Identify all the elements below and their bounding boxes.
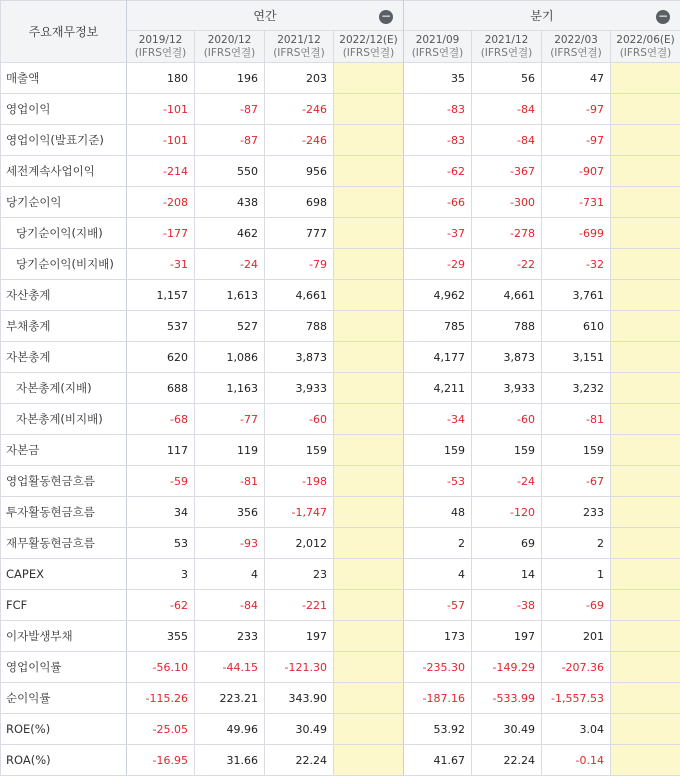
row-label: 영업이익 — [1, 94, 127, 125]
estimate-cell — [611, 497, 680, 528]
estimate-cell — [334, 63, 404, 94]
estimate-cell — [334, 125, 404, 156]
value-cell: 197 — [265, 621, 334, 652]
period-basis: (IFRS연결) — [195, 47, 264, 60]
table-row — [1, 559, 680, 590]
estimate-cell — [611, 683, 680, 714]
value-cell: -246 — [265, 94, 334, 125]
table-row — [1, 621, 680, 652]
estimate-cell — [611, 63, 680, 94]
value-cell: 537 — [127, 311, 195, 342]
value-cell: 1,157 — [127, 280, 195, 311]
estimate-cell — [611, 466, 680, 497]
table-row — [1, 249, 680, 280]
value-cell: 31.66 — [195, 745, 265, 776]
value-cell: 180 — [127, 63, 195, 94]
estimate-cell — [611, 714, 680, 745]
value-cell: 2 — [404, 528, 472, 559]
table-row — [1, 404, 680, 435]
table-row — [1, 714, 680, 745]
period-date: 2022/03 — [542, 34, 610, 47]
estimate-cell — [334, 435, 404, 466]
row-label: ROE(%) — [1, 714, 127, 745]
estimate-cell — [334, 714, 404, 745]
value-cell: 159 — [542, 435, 611, 466]
estimate-cell — [611, 373, 680, 404]
estimate-cell — [611, 590, 680, 621]
row-label: 재무활동현금흐름 — [1, 528, 127, 559]
value-cell: 2,012 — [265, 528, 334, 559]
value-cell: -208 — [127, 187, 195, 218]
row-label: 세전계속사업이익 — [1, 156, 127, 187]
estimate-cell — [611, 621, 680, 652]
period-header — [404, 31, 472, 63]
row-label: 자본총계 — [1, 342, 127, 373]
value-cell: -84 — [472, 94, 542, 125]
estimate-cell — [611, 311, 680, 342]
value-cell: -32 — [542, 249, 611, 280]
value-cell: -53 — [404, 466, 472, 497]
period-header — [611, 31, 680, 63]
quarter-label: 분기 — [530, 9, 553, 23]
estimate-cell — [334, 342, 404, 373]
row-label: 당기순이익(지배) — [1, 218, 127, 249]
value-cell: 4,211 — [404, 373, 472, 404]
table-row — [1, 683, 680, 714]
value-cell: -121.30 — [265, 652, 334, 683]
value-cell: -81 — [542, 404, 611, 435]
estimate-cell — [611, 94, 680, 125]
estimate-cell — [611, 249, 680, 280]
table-row — [1, 63, 680, 94]
value-cell: 159 — [265, 435, 334, 466]
value-cell: -300 — [472, 187, 542, 218]
row-label: 투자활동현금흐름 — [1, 497, 127, 528]
value-cell: 1,163 — [195, 373, 265, 404]
estimate-cell — [611, 187, 680, 218]
row-label: 부채총계 — [1, 311, 127, 342]
value-cell: 343.90 — [265, 683, 334, 714]
value-cell: -214 — [127, 156, 195, 187]
row-label: 당기순이익 — [1, 187, 127, 218]
estimate-cell — [334, 311, 404, 342]
estimate-cell — [611, 156, 680, 187]
value-cell: -87 — [195, 125, 265, 156]
estimate-cell — [611, 404, 680, 435]
value-cell: -97 — [542, 94, 611, 125]
value-cell: -907 — [542, 156, 611, 187]
period-basis: (IFRS연결) — [611, 47, 680, 60]
period-date: 2019/12 — [127, 34, 194, 47]
value-cell: 4 — [404, 559, 472, 590]
value-cell: -66 — [404, 187, 472, 218]
estimate-cell — [334, 559, 404, 590]
value-cell: 41.67 — [404, 745, 472, 776]
value-cell: -97 — [542, 125, 611, 156]
table-row — [1, 311, 680, 342]
value-cell: -207.36 — [542, 652, 611, 683]
value-cell: 2 — [542, 528, 611, 559]
estimate-cell — [334, 249, 404, 280]
collapse-annual-icon[interactable]: − — [379, 10, 393, 24]
value-cell: -62 — [404, 156, 472, 187]
value-cell: -367 — [472, 156, 542, 187]
value-cell: 3,933 — [265, 373, 334, 404]
value-cell: -60 — [265, 404, 334, 435]
table-row — [1, 652, 680, 683]
row-label: 자본총계(비지배) — [1, 404, 127, 435]
value-cell: 53.92 — [404, 714, 472, 745]
value-cell: -16.95 — [127, 745, 195, 776]
estimate-cell — [334, 187, 404, 218]
value-cell: 3 — [127, 559, 195, 590]
value-cell: 356 — [195, 497, 265, 528]
value-cell: 620 — [127, 342, 195, 373]
row-label: 순이익률 — [1, 683, 127, 714]
value-cell: 788 — [472, 311, 542, 342]
value-cell: -81 — [195, 466, 265, 497]
table-row — [1, 528, 680, 559]
table-row — [1, 280, 680, 311]
value-cell: 462 — [195, 218, 265, 249]
value-cell: 30.49 — [472, 714, 542, 745]
value-cell: -79 — [265, 249, 334, 280]
estimate-cell — [334, 156, 404, 187]
value-cell: -101 — [127, 94, 195, 125]
value-cell: -533.99 — [472, 683, 542, 714]
value-cell: 47 — [542, 63, 611, 94]
row-label: 영업활동현금흐름 — [1, 466, 127, 497]
value-cell: -84 — [195, 590, 265, 621]
value-cell: 159 — [472, 435, 542, 466]
row-label: 자산총계 — [1, 280, 127, 311]
value-cell: -37 — [404, 218, 472, 249]
value-cell: -84 — [472, 125, 542, 156]
row-label: ROA(%) — [1, 745, 127, 776]
value-cell: 4,661 — [472, 280, 542, 311]
table-row — [1, 125, 680, 156]
value-cell: 4 — [195, 559, 265, 590]
value-cell: -1,557.53 — [542, 683, 611, 714]
period-basis: (IFRS연결) — [265, 47, 333, 60]
value-cell: 788 — [265, 311, 334, 342]
value-cell: 3,873 — [472, 342, 542, 373]
estimate-cell — [611, 342, 680, 373]
row-label: 자본총계(지배) — [1, 373, 127, 404]
period-header — [542, 31, 611, 63]
row-label: 자본금 — [1, 435, 127, 466]
annual-label: 연간 — [253, 9, 276, 23]
estimate-cell — [334, 404, 404, 435]
value-cell: 53 — [127, 528, 195, 559]
value-cell: 3,151 — [542, 342, 611, 373]
value-cell: -101 — [127, 125, 195, 156]
value-cell: -29 — [404, 249, 472, 280]
value-cell: -699 — [542, 218, 611, 249]
value-cell: 173 — [404, 621, 472, 652]
value-cell: -59 — [127, 466, 195, 497]
value-cell: 3,933 — [472, 373, 542, 404]
estimate-cell — [334, 528, 404, 559]
value-cell: 49.96 — [195, 714, 265, 745]
value-cell: -83 — [404, 94, 472, 125]
value-cell: 201 — [542, 621, 611, 652]
table-row — [1, 466, 680, 497]
value-cell: 550 — [195, 156, 265, 187]
value-cell: 698 — [265, 187, 334, 218]
value-cell: -44.15 — [195, 652, 265, 683]
value-cell: 30.49 — [265, 714, 334, 745]
table-row — [1, 590, 680, 621]
value-cell: 785 — [404, 311, 472, 342]
value-cell: 22.24 — [472, 745, 542, 776]
value-cell: -38 — [472, 590, 542, 621]
value-cell: 233 — [195, 621, 265, 652]
value-cell: 203 — [265, 63, 334, 94]
row-label: 영업이익(발표기준) — [1, 125, 127, 156]
value-cell: -22 — [472, 249, 542, 280]
value-cell: -198 — [265, 466, 334, 497]
row-label: 영업이익률 — [1, 652, 127, 683]
period-date: 2022/12(E) — [334, 34, 403, 47]
row-label: CAPEX — [1, 559, 127, 590]
value-cell: 355 — [127, 621, 195, 652]
value-cell: -24 — [472, 466, 542, 497]
value-cell: 233 — [542, 497, 611, 528]
value-cell: -83 — [404, 125, 472, 156]
value-cell: -67 — [542, 466, 611, 497]
period-header — [334, 31, 404, 63]
value-cell: 23 — [265, 559, 334, 590]
period-header — [265, 31, 334, 63]
value-cell: 34 — [127, 497, 195, 528]
period-header — [472, 31, 542, 63]
estimate-cell — [334, 497, 404, 528]
value-cell: 35 — [404, 63, 472, 94]
collapse-quarter-icon[interactable]: − — [656, 10, 670, 24]
value-cell: -0.14 — [542, 745, 611, 776]
value-cell: 3,873 — [265, 342, 334, 373]
estimate-cell — [334, 466, 404, 497]
period-basis: (IFRS연결) — [542, 47, 610, 60]
period-date: 2021/09 — [404, 34, 471, 47]
value-cell: 159 — [404, 435, 472, 466]
period-date: 2022/06(E) — [611, 34, 680, 47]
estimate-cell — [611, 559, 680, 590]
estimate-cell — [334, 218, 404, 249]
estimate-cell — [611, 218, 680, 249]
estimate-cell — [334, 280, 404, 311]
value-cell: -221 — [265, 590, 334, 621]
period-date: 2021/12 — [472, 34, 541, 47]
period-header — [195, 31, 265, 63]
value-cell: 197 — [472, 621, 542, 652]
value-cell: -149.29 — [472, 652, 542, 683]
value-cell: 56 — [472, 63, 542, 94]
value-cell: -731 — [542, 187, 611, 218]
period-date: 2021/12 — [265, 34, 333, 47]
value-cell: -278 — [472, 218, 542, 249]
period-basis: (IFRS연결) — [472, 47, 541, 60]
period-header — [127, 31, 195, 63]
value-cell: 1 — [542, 559, 611, 590]
table-row — [1, 187, 680, 218]
value-cell: 527 — [195, 311, 265, 342]
estimate-cell — [334, 652, 404, 683]
value-cell: -77 — [195, 404, 265, 435]
value-cell: -56.10 — [127, 652, 195, 683]
table-row — [1, 94, 680, 125]
value-cell: -87 — [195, 94, 265, 125]
value-cell: 956 — [265, 156, 334, 187]
table-row — [1, 156, 680, 187]
value-cell: 3,761 — [542, 280, 611, 311]
period-basis: (IFRS연결) — [127, 47, 194, 60]
value-cell: -69 — [542, 590, 611, 621]
row-label: 이자발생부채 — [1, 621, 127, 652]
value-cell: -187.16 — [404, 683, 472, 714]
quarter-header — [404, 1, 680, 31]
value-cell: 1,086 — [195, 342, 265, 373]
value-cell: 119 — [195, 435, 265, 466]
value-cell: 3,232 — [542, 373, 611, 404]
value-cell: 3.04 — [542, 714, 611, 745]
value-cell: 4,962 — [404, 280, 472, 311]
estimate-cell — [611, 280, 680, 311]
estimate-cell — [611, 652, 680, 683]
estimate-cell — [334, 590, 404, 621]
value-cell: 610 — [542, 311, 611, 342]
value-cell: -25.05 — [127, 714, 195, 745]
estimate-cell — [334, 373, 404, 404]
value-cell: -235.30 — [404, 652, 472, 683]
value-cell: -120 — [472, 497, 542, 528]
value-cell: -115.26 — [127, 683, 195, 714]
period-basis: (IFRS연결) — [404, 47, 471, 60]
value-cell: -31 — [127, 249, 195, 280]
value-cell: -1,747 — [265, 497, 334, 528]
table-row — [1, 435, 680, 466]
period-basis: (IFRS연결) — [334, 47, 403, 60]
value-cell: 196 — [195, 63, 265, 94]
value-cell: -24 — [195, 249, 265, 280]
value-cell: -68 — [127, 404, 195, 435]
annual-header — [127, 1, 404, 31]
value-cell: 48 — [404, 497, 472, 528]
table-row — [1, 218, 680, 249]
value-cell: -60 — [472, 404, 542, 435]
value-cell: 777 — [265, 218, 334, 249]
value-cell: 4,661 — [265, 280, 334, 311]
row-label: 당기순이익(비지배) — [1, 249, 127, 280]
value-cell: 438 — [195, 187, 265, 218]
estimate-cell — [334, 621, 404, 652]
table-title: 주요재무정보 — [1, 1, 127, 63]
table-row — [1, 373, 680, 404]
table-row — [1, 342, 680, 373]
value-cell: 4,177 — [404, 342, 472, 373]
estimate-cell — [611, 435, 680, 466]
value-cell: -93 — [195, 528, 265, 559]
value-cell: -246 — [265, 125, 334, 156]
row-label: FCF — [1, 590, 127, 621]
value-cell: -34 — [404, 404, 472, 435]
value-cell: 22.24 — [265, 745, 334, 776]
value-cell: -62 — [127, 590, 195, 621]
value-cell: 117 — [127, 435, 195, 466]
value-cell: 1,613 — [195, 280, 265, 311]
table-row — [1, 497, 680, 528]
estimate-cell — [334, 94, 404, 125]
value-cell: 14 — [472, 559, 542, 590]
estimate-cell — [611, 528, 680, 559]
estimate-cell — [334, 683, 404, 714]
estimate-cell — [611, 125, 680, 156]
period-date: 2020/12 — [195, 34, 264, 47]
value-cell: 688 — [127, 373, 195, 404]
value-cell: 223.21 — [195, 683, 265, 714]
value-cell: -177 — [127, 218, 195, 249]
value-cell: -57 — [404, 590, 472, 621]
row-label: 매출액 — [1, 63, 127, 94]
value-cell: 69 — [472, 528, 542, 559]
